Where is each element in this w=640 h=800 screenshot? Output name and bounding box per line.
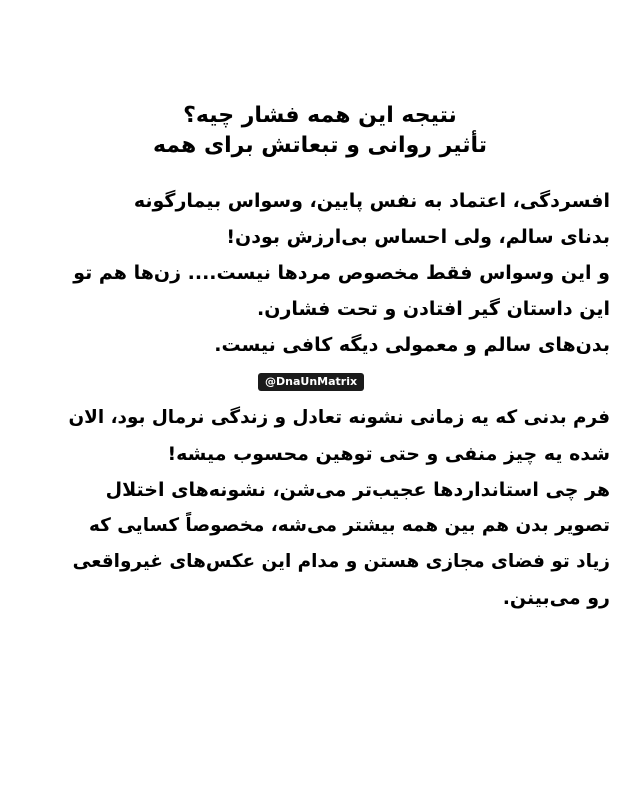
text-line: افسردگی، اعتماد به نفس پایین، وسواس بیمارگونه xyxy=(133,190,610,212)
text-line: هر چی استانداردها عجیب‌تر می‌شن، نشونه‌های اختلال xyxy=(105,479,610,501)
text-line: بدنای سالم، ولی احساس بی‌ارزش بودن! xyxy=(226,226,610,248)
watermark-handle: @DnaUnMatrix xyxy=(258,373,364,391)
text-line: زیاد تو فضای مجازی هستن و مدام این عکس‌های غیرواقعی xyxy=(72,551,610,572)
paragraph-body-image xyxy=(25,400,610,616)
text-line: این داستان گیر افتادن و تحت فشارن. xyxy=(257,298,610,320)
text-line: بدن‌های سالم و معمولی دیگه کافی نیست. xyxy=(214,334,610,356)
text-line: تصویر بدن هم بین همه بیشتر می‌شه، مخصوصاً کسایی که xyxy=(88,515,610,536)
heading-line-1: نتیجه این همه فشار چیه؟ xyxy=(183,103,457,128)
text-line: و این وسواس فقط مخصوص مردها نیست.... زن‌ها هم تو xyxy=(73,262,610,284)
text-line: رو می‌بینن. xyxy=(502,587,610,609)
post-heading xyxy=(60,101,580,161)
paragraph-effects xyxy=(25,183,610,363)
text-line: فرم بدنی که یه زمانی نشونه تعادل و زندگی نرمال بود، الان xyxy=(68,407,610,428)
heading-line-2: تأثیر روانی و تبعاتش برای همه xyxy=(152,133,488,158)
text-line: شده یه چیز منفی و حتی توهین محسوب میشه! xyxy=(167,443,610,465)
